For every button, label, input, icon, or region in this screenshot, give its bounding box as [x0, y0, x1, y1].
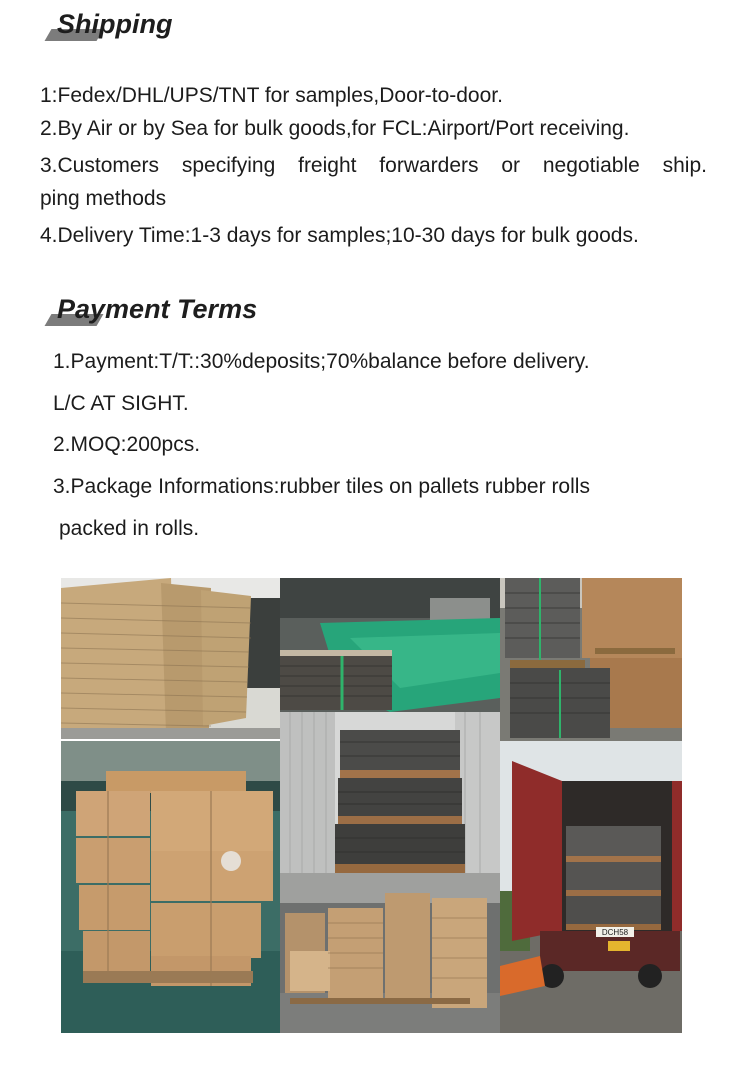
- shipping-line-4: 4.Delivery Time:1-3 days for samples;10-30 days for bulk goods.: [40, 224, 639, 247]
- shipping-line-3-cont: ping methods: [40, 187, 167, 210]
- photo-pallets-green-tarp: [280, 578, 500, 712]
- shipping-title: Shipping: [57, 9, 173, 39]
- photo-container-pallets: [280, 712, 500, 873]
- shipping-line-2: 2.By Air or by Sea for bulk goods,for FCL:Airport/Port receiving.: [40, 117, 630, 140]
- payment-title: Payment Terms: [57, 294, 258, 324]
- truck-plate-text: DCH58: [601, 928, 629, 937]
- payment-line-5: packed in rolls.: [59, 517, 200, 540]
- photo-loaded-truck: [500, 741, 682, 1033]
- payment-line-1: 1.Payment:T/T::30%deposits;70%balance before delivery.: [53, 350, 590, 373]
- shipping-line-1: 1:Fedex/DHL/UPS/TNT for samples,Door-to-door.: [40, 84, 503, 107]
- photo-stacked-cardboard: [61, 578, 280, 739]
- payment-line-3: 2.MOQ:200pcs.: [53, 433, 201, 456]
- payment-line-2: L/C AT SIGHT.: [53, 392, 189, 415]
- photo-warehouse-boxes: [280, 873, 500, 1033]
- photo-cardboard-boxes: [61, 741, 280, 1033]
- payment-line-4: 3.Package Informations:rubber tiles on pallets rubber rolls: [53, 475, 590, 498]
- shipping-line-3: 3.Customers specifying freight forwarders or negotiable ship.: [40, 154, 707, 177]
- photo-wrapped-pallets: [500, 578, 682, 741]
